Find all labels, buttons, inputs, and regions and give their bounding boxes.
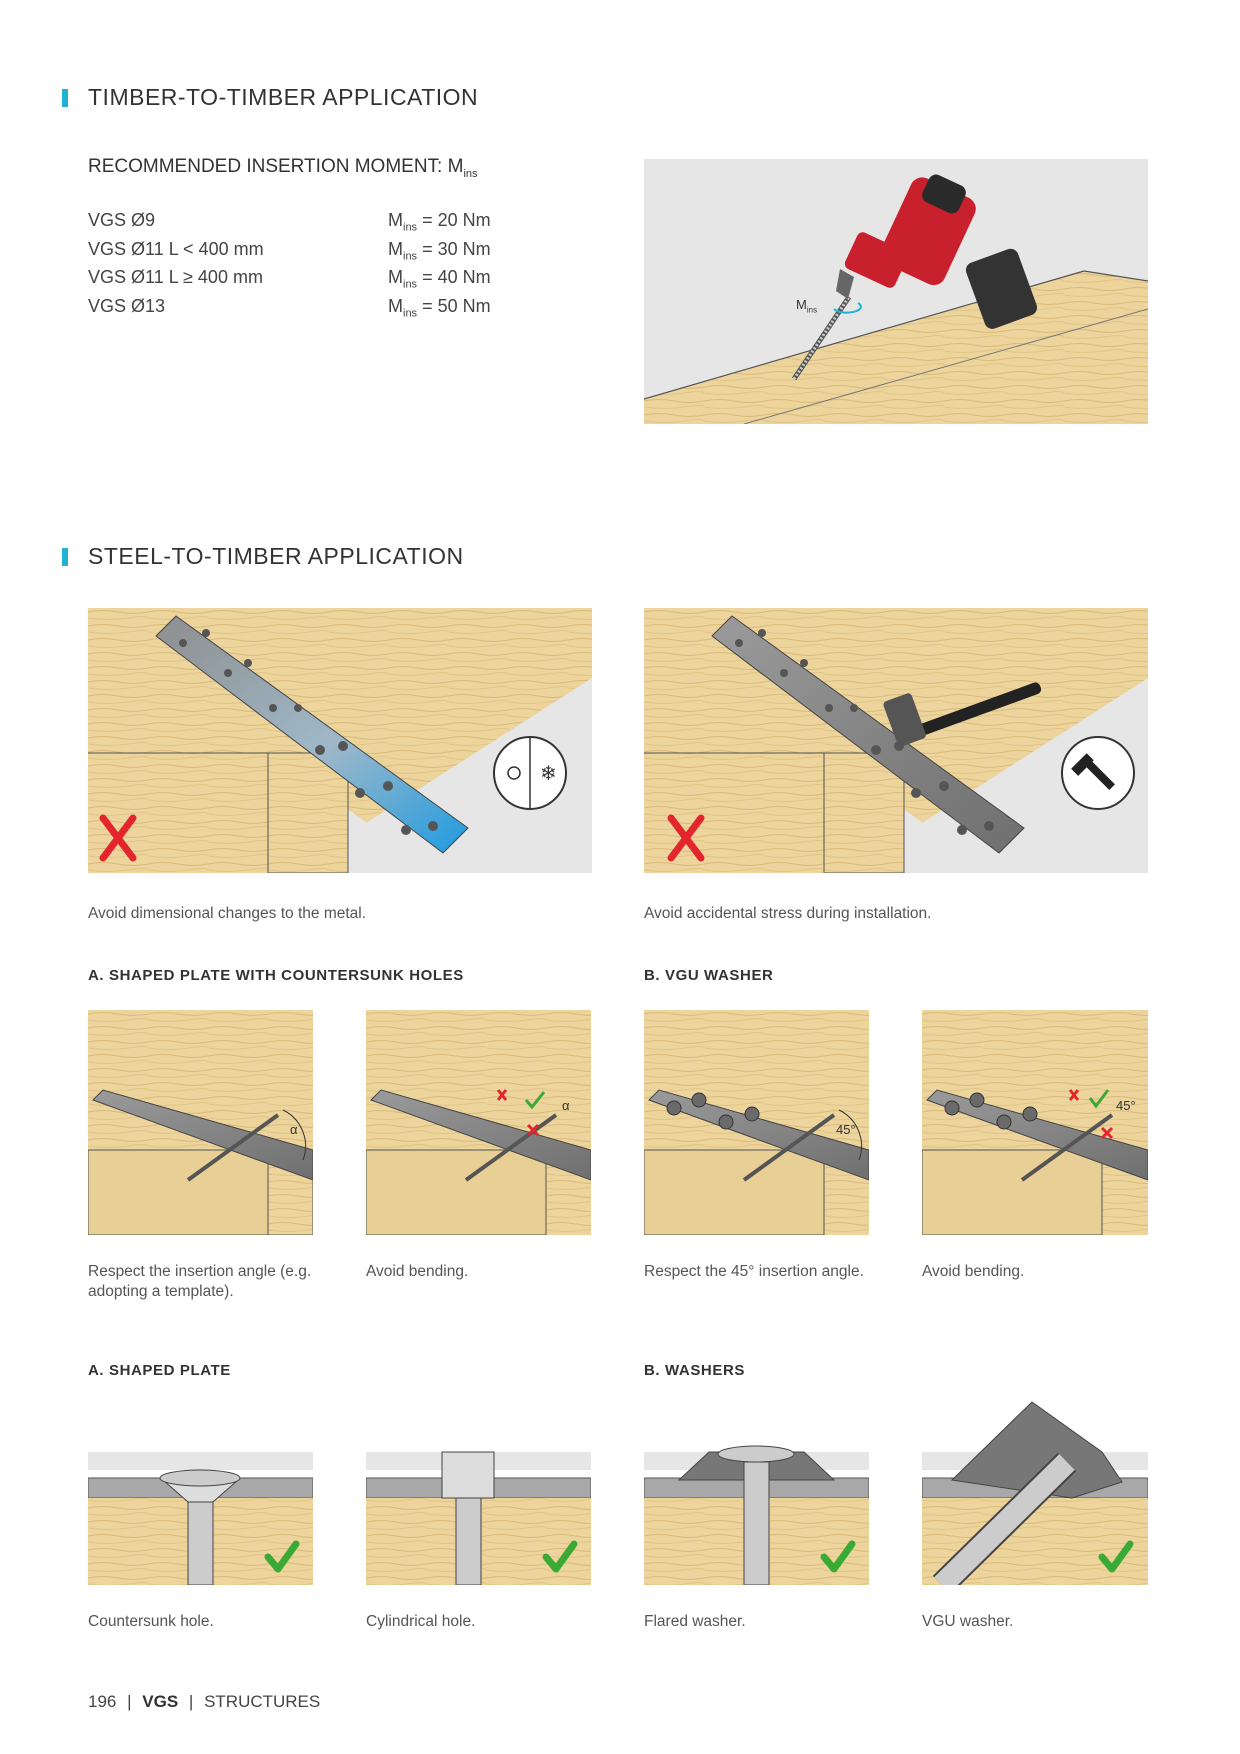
detail-caption: VGU washer. bbox=[922, 1613, 1014, 1630]
insertion-moment-heading: RECOMMENDED INSERTION MOMENT: $M_{ins}$ bbox=[88, 156, 478, 180]
hammer-icon bbox=[1062, 737, 1134, 809]
small-fig-caption: Avoid bending. bbox=[366, 1263, 469, 1280]
detail-countersunk bbox=[88, 1392, 313, 1585]
spec-row: VGS Ø9 $M_{ins} = 20$ Nm bbox=[88, 210, 491, 234]
spec-row: VGS Ø11 L ≥ 400 mm $M_{ins} = 40$ Nm bbox=[88, 267, 491, 291]
angle-label: 45° bbox=[836, 1122, 856, 1137]
detail-flared-washer bbox=[644, 1392, 869, 1585]
group-c-label: A. SHAPED PLATE bbox=[88, 1362, 231, 1379]
page-number: 196 bbox=[88, 1692, 117, 1711]
installation-stress-figure bbox=[644, 608, 1148, 873]
fig1-caption: Avoid dimensional changes to the metal. bbox=[88, 905, 367, 922]
section-marker bbox=[62, 89, 68, 107]
small-fig-insertion-angle bbox=[88, 1010, 313, 1235]
group-d-label: B. WASHERS bbox=[644, 1362, 746, 1379]
section-name: STRUCTURES bbox=[204, 1692, 321, 1711]
angle-label: α bbox=[290, 1122, 298, 1137]
svg-text:❄: ❄ bbox=[540, 761, 557, 785]
metal-dimension-figure bbox=[88, 608, 592, 873]
group-b-label: B. VGU WASHER bbox=[644, 967, 774, 984]
detail-vgu-washer bbox=[922, 1392, 1148, 1585]
small-fig-avoid-bending-a bbox=[366, 1010, 591, 1235]
detail-caption: Flared washer. bbox=[644, 1613, 746, 1630]
small-fig-avoid-bending-b bbox=[922, 1010, 1148, 1235]
small-fig-caption: Respect the 45° insertion angle. bbox=[644, 1263, 864, 1280]
angle-label: α bbox=[562, 1098, 570, 1113]
detail-caption: Countersunk hole. bbox=[88, 1613, 214, 1630]
spec-row: VGS Ø13 $M_{ins} = 50$ Nm bbox=[88, 295, 491, 320]
temperature-icon bbox=[494, 737, 566, 809]
angle-label: 45° bbox=[1116, 1098, 1136, 1113]
small-fig-caption: Avoid bending. bbox=[922, 1263, 1025, 1280]
section-title-timber: TIMBER-TO-TIMBER APPLICATION bbox=[88, 84, 479, 110]
spec-table bbox=[88, 210, 508, 324]
drill-illustration bbox=[644, 159, 1148, 424]
product-name: VGS bbox=[142, 1692, 179, 1711]
spec-row: VGS Ø11 L < 400 mm $M_{ins} = 30$ Nm bbox=[88, 238, 491, 263]
group-a-label: A. SHAPED PLATE WITH COUNTERSUNK HOLES bbox=[88, 967, 464, 984]
detail-caption: Cylindrical hole. bbox=[366, 1613, 476, 1630]
section-title-steel: STEEL-TO-TIMBER APPLICATION bbox=[88, 543, 464, 569]
fig2-caption: Avoid accidental stress during installation. bbox=[644, 905, 932, 922]
page-footer: 196 | VGS | STRUCTURES bbox=[88, 1692, 321, 1711]
drill-moment-label: $M_{ins}$ bbox=[796, 297, 818, 315]
small-fig-caption: Respect the insertion angle (e.g. adopting a template). bbox=[88, 1263, 312, 1300]
small-fig-45-angle bbox=[644, 1010, 869, 1235]
detail-cylindrical bbox=[366, 1392, 591, 1585]
section-marker bbox=[62, 548, 68, 566]
